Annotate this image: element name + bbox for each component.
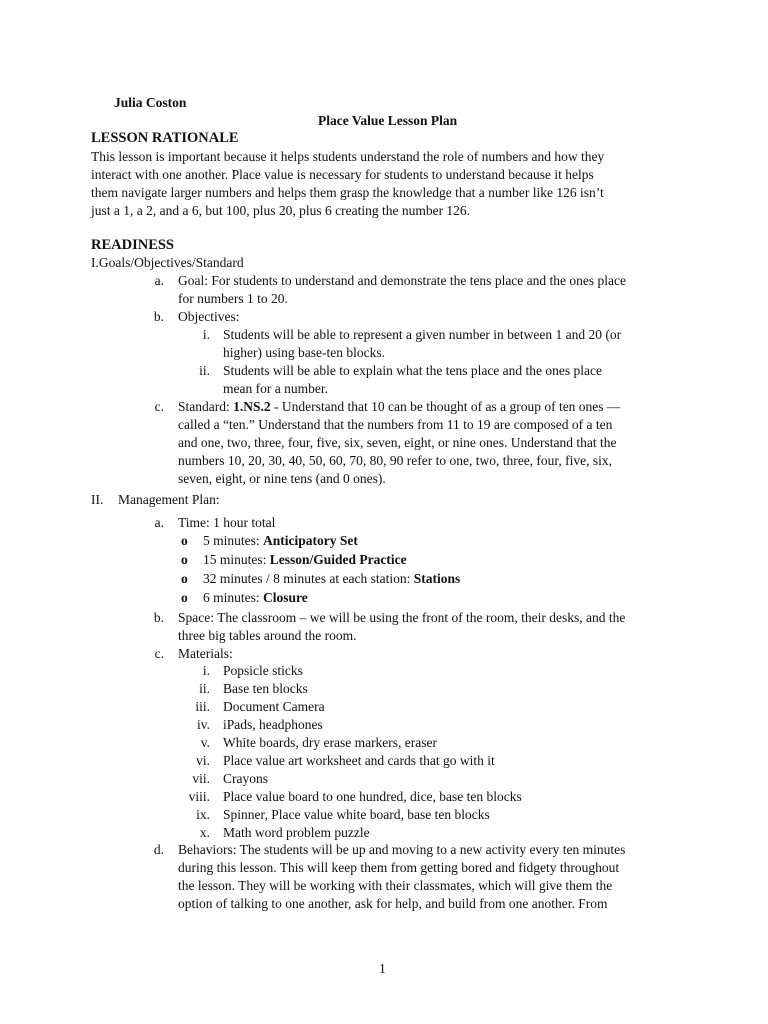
list-marker: b. <box>153 610 164 625</box>
readiness-heading: READINESS <box>91 237 174 253</box>
material-item: Math word problem puzzle <box>223 825 370 840</box>
rationale-line: This lesson is important because it helps students understand the role of numbers and how they <box>91 149 605 164</box>
bullet-marker: o <box>181 571 188 586</box>
goal-line: for numbers 1 to 20. <box>178 291 288 306</box>
material-item: White boards, dry erase markers, eraser <box>223 735 438 750</box>
time-activity: Stations <box>413 571 461 586</box>
document-title: Place Value Lesson Plan <box>318 113 458 128</box>
standard-line: numbers 10, 20, 30, 40, 50, 60, 70, 80, 90 refer to one, two, three, four, five, six, <box>178 453 613 468</box>
page-number: 1 <box>379 961 386 976</box>
list-marker: x. <box>199 825 210 840</box>
list-marker: II. <box>91 492 104 507</box>
material-item: Spinner, Place value white board, base ten blocks <box>223 807 490 822</box>
bullet-marker: o <box>181 590 188 605</box>
material-item: Popsicle sticks <box>223 663 303 678</box>
time-activity: Closure <box>263 590 308 605</box>
bullet-marker: o <box>181 552 188 567</box>
time-item <box>203 532 358 550</box>
time-item <box>203 589 308 607</box>
behaviors-line: the lesson. They will be working with their classmates, which will give them the <box>178 878 613 893</box>
materials-label: Materials: <box>178 646 233 661</box>
material-item: Crayons <box>223 771 268 786</box>
standard-code: 1.NS.2 <box>233 399 271 414</box>
section-goals-heading: I.Goals/Objectives/Standard <box>91 255 244 270</box>
time-duration: 5 minutes: <box>203 533 263 548</box>
list-marker: i. <box>202 663 210 678</box>
behaviors-line: Behaviors: The students will be up and moving to a new activity every ten minutes <box>178 842 626 857</box>
list-marker: i. <box>202 327 210 342</box>
list-marker: viii. <box>188 789 210 804</box>
goal-item <box>178 272 626 308</box>
rationale-line: them navigate larger numbers and helps them grasp the knowledge that a number like 126 isn’t <box>91 185 604 200</box>
space-item <box>178 609 625 645</box>
material-item: Document Camera <box>223 699 325 714</box>
time-label: Time: 1 hour total <box>178 515 276 530</box>
author-name: Julia Coston <box>114 95 187 110</box>
list-marker: ii. <box>199 363 210 378</box>
behaviors-line: during this lesson. This will keep them from getting bored and fidgety throughout <box>178 860 620 875</box>
material-item: Place value art worksheet and cards that go with it <box>223 753 495 768</box>
time-activity: Anticipatory Set <box>263 533 358 548</box>
objectives-label: Objectives: <box>178 309 240 324</box>
bullet-marker: o <box>181 533 188 548</box>
standard-line: and one, two, three, four, five, six, seven, eight, or nine ones. Understand that the <box>178 435 617 450</box>
space-line: Space: The classroom – we will be using the front of the room, their desks, and the <box>178 610 626 625</box>
list-marker: b. <box>153 309 164 324</box>
material-item: iPads, headphones <box>223 717 323 732</box>
time-item <box>203 551 407 569</box>
standard-first-rest: - Understand that 10 can be thought of as a group of ten ones — <box>270 399 621 414</box>
time-duration: 6 minutes: <box>203 590 263 605</box>
time-activity: Lesson/Guided Practice <box>269 552 407 567</box>
objective-line: Students will be able to explain what the tens place and the ones place <box>223 363 603 378</box>
standard-item <box>178 398 620 488</box>
list-marker: ix. <box>196 807 210 822</box>
objective-line: higher) using base-ten blocks. <box>223 345 385 360</box>
list-marker: iv. <box>197 717 210 732</box>
management-heading: Management Plan: <box>118 492 220 507</box>
list-marker: vii. <box>192 771 210 786</box>
list-marker: vi. <box>196 753 210 768</box>
behaviors-line: option of talking to one another, ask for help, and build from one another. From <box>178 896 608 911</box>
behaviors-item <box>178 841 625 913</box>
material-item: Place value board to one hundred, dice, base ten blocks <box>223 789 522 804</box>
standard-first-line <box>178 398 620 416</box>
material-item: Base ten blocks <box>223 681 308 696</box>
standard-line: seven, eight, or nine tens (and 0 ones). <box>178 471 386 486</box>
list-marker: a. <box>154 515 164 530</box>
goal-line: Goal: For students to understand and demonstrate the tens place and the ones place <box>178 273 626 288</box>
list-marker: c. <box>154 399 164 414</box>
list-marker: d. <box>153 842 164 857</box>
time-duration: 32 minutes / 8 minutes at each station: <box>203 571 414 586</box>
objective-line: mean for a number. <box>223 381 328 396</box>
objective-item <box>223 362 602 398</box>
standard-line: called a “ten.” Understand that the numbers from 11 to 19 are composed of a ten <box>178 417 613 432</box>
rationale-paragraph <box>91 148 604 220</box>
time-duration: 15 minutes: <box>203 552 270 567</box>
time-item <box>203 570 460 588</box>
rationale-heading: LESSON RATIONALE <box>91 130 239 146</box>
rationale-line: interact with one another. Place value is necessary for students to understand because it helps <box>91 167 594 182</box>
standard-prefix: Standard: <box>178 399 234 414</box>
objective-item <box>223 326 621 362</box>
list-marker: a. <box>154 273 164 288</box>
space-line: three big tables around the room. <box>178 628 357 643</box>
list-marker: ii. <box>199 681 210 696</box>
list-marker: c. <box>154 646 164 661</box>
list-marker: iii. <box>195 699 210 714</box>
rationale-line: just a 1, a 2, and a 6, but 100, plus 20, plus 6 creating the number 126. <box>91 203 471 218</box>
list-marker: v. <box>200 735 210 750</box>
objective-line: Students will be able to represent a given number in between 1 and 20 (or <box>223 327 622 342</box>
